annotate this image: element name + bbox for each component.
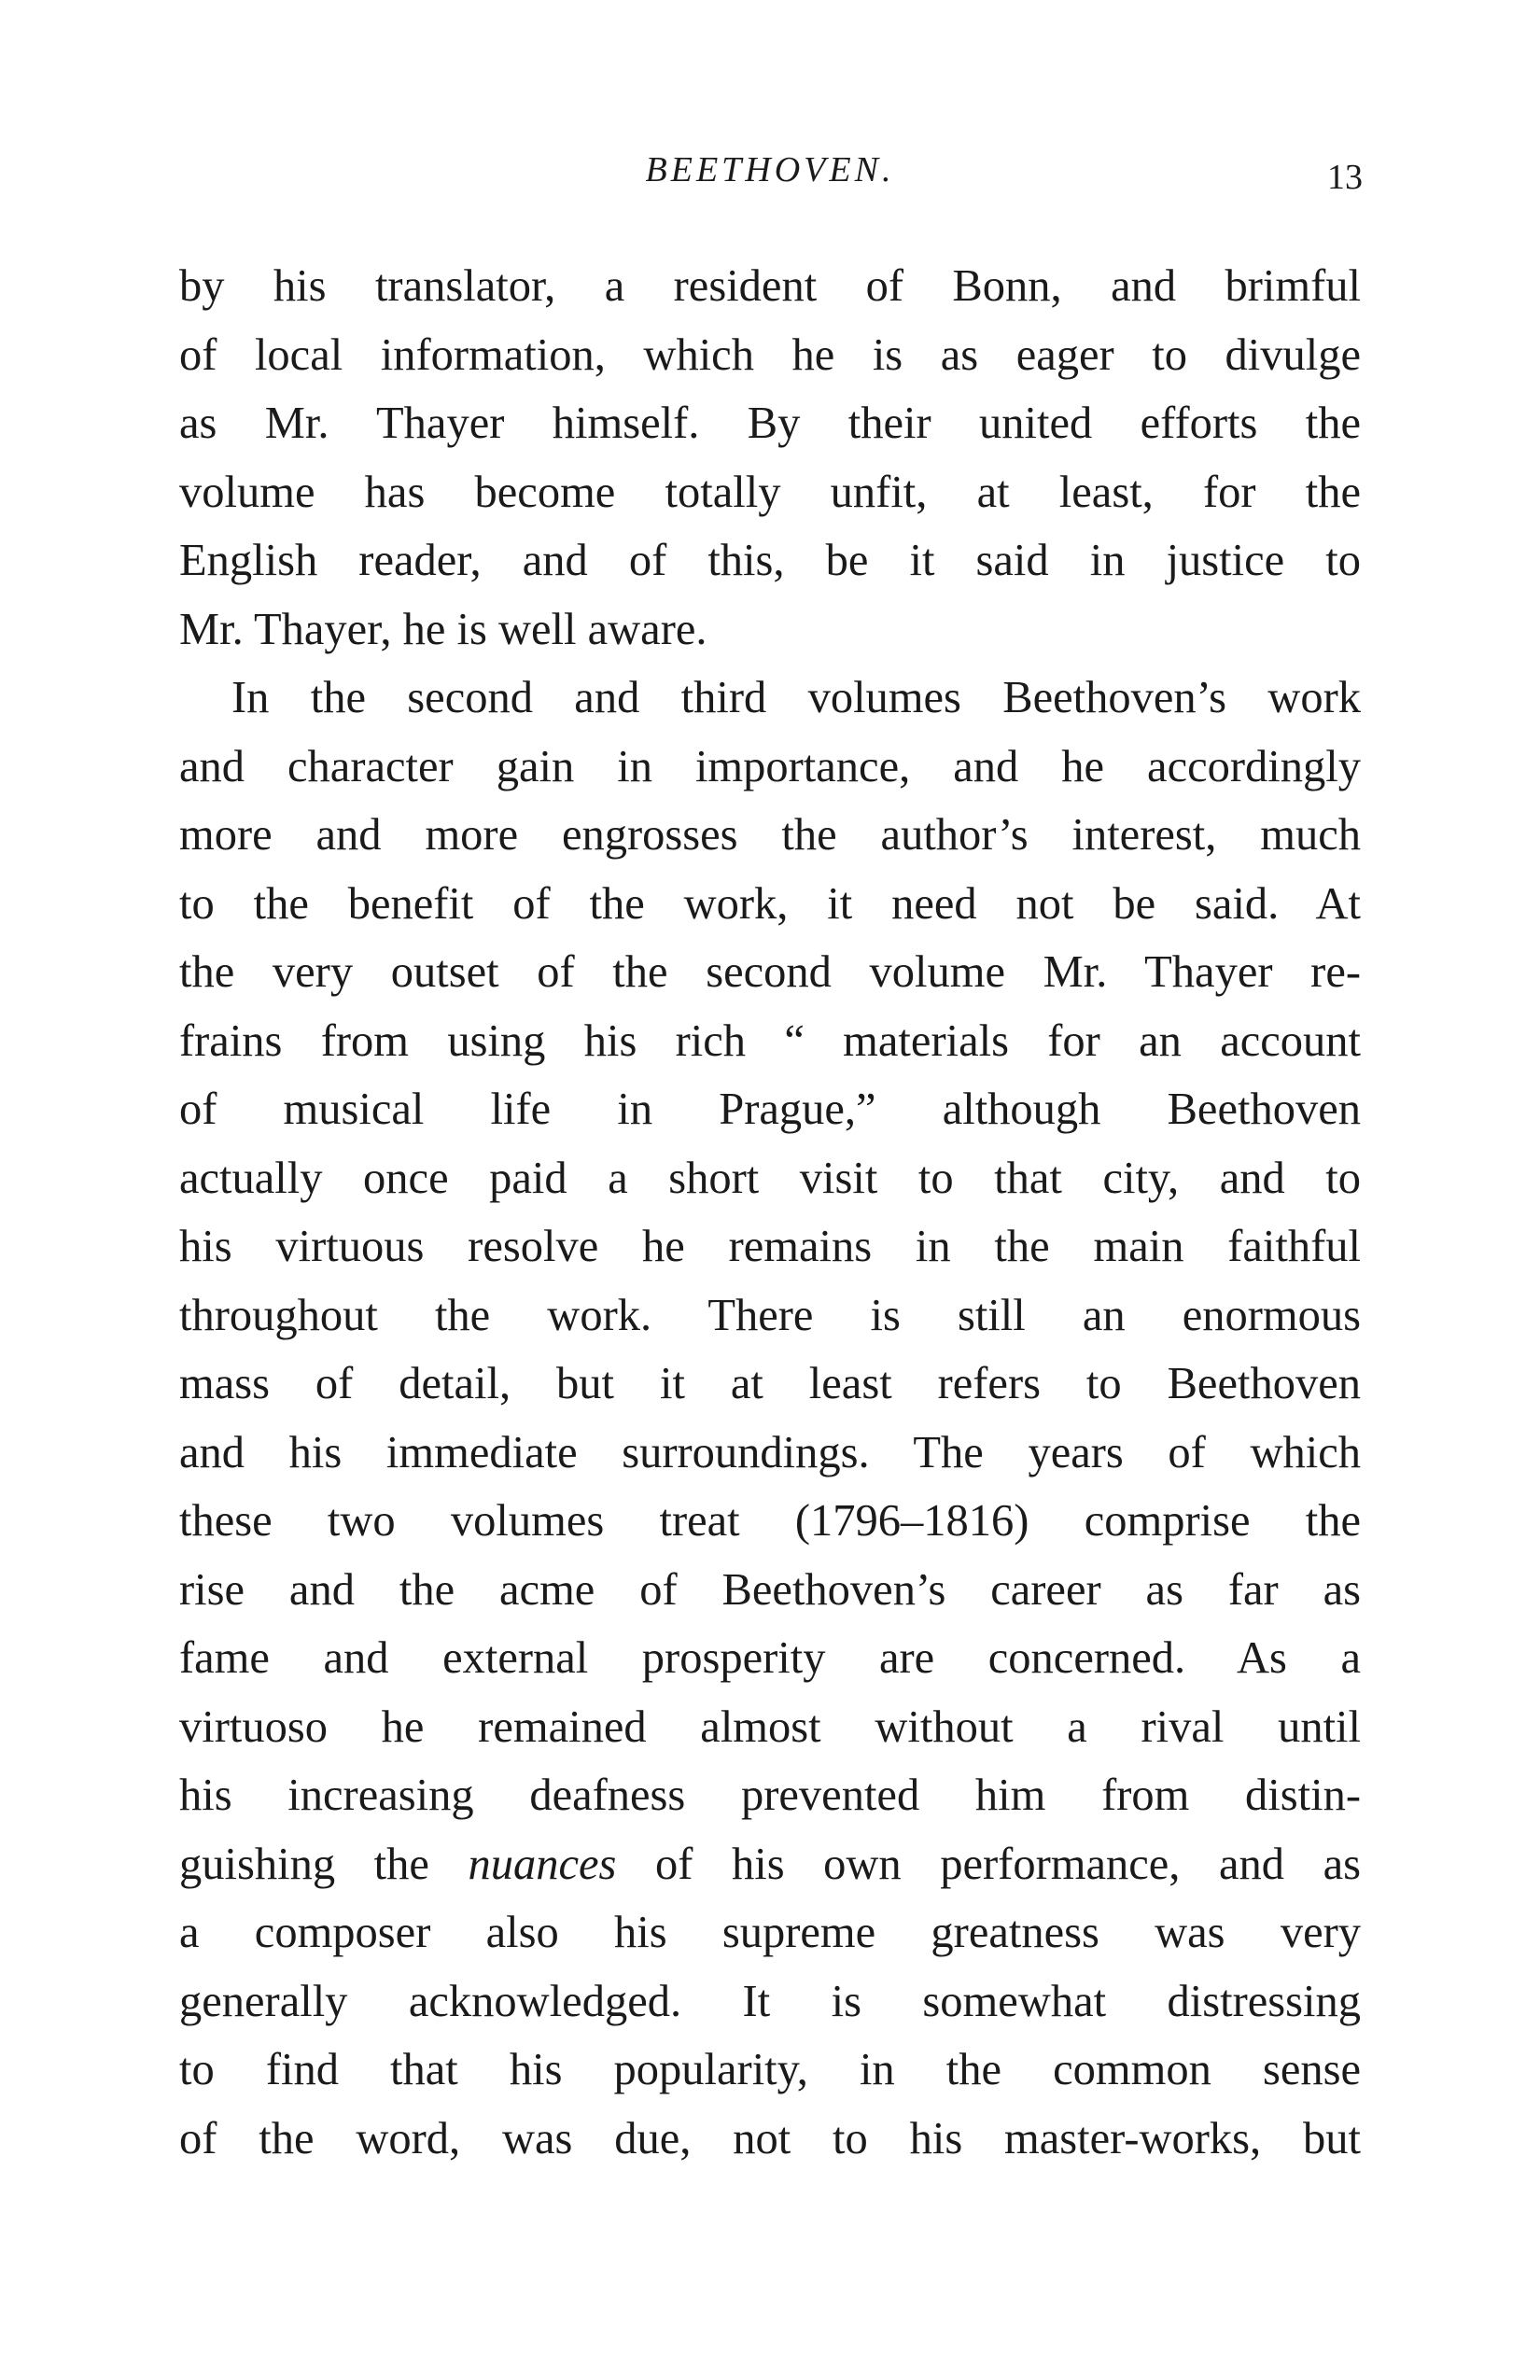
text-line: of musical life in Prague,” although Beethoven — [179, 1085, 1361, 1134]
text-line: English reader, and of this, be it said in justice to — [179, 536, 1361, 585]
text-line: frains from using his rich “ materials for an account — [179, 1015, 1361, 1066]
text-line: his virtuous resolve he remains in the main faithful — [179, 1222, 1361, 1271]
text-line: virtuoso he remained almost without a rival until — [179, 1701, 1361, 1752]
text-line: mass of detail, but it at least refers to Beethoven — [179, 1359, 1361, 1408]
text-line: as Mr. Thayer himself. By their united efforts the — [179, 399, 1361, 448]
text-line: Mr. Thayer, he is well aware. — [179, 604, 707, 654]
text-line: to find that his popularity, in the common sense — [179, 2045, 1361, 2094]
text-line: his increasing deafness prevented him from distin- — [179, 1771, 1361, 1820]
text-line: of local information, which he is as eager to divulge — [179, 329, 1361, 380]
page-number: 13 — [1327, 158, 1363, 197]
text-line: throughout the work. There is still an enormous — [179, 1290, 1361, 1340]
text-line: and character gain in importance, and he accordingly — [179, 741, 1361, 791]
running-title: BEETHOVEN. — [645, 150, 895, 189]
text-line: generally acknowledged. It is somewhat distressing — [179, 1976, 1361, 2026]
text-line: to the benefit of the work, it need not be said. At — [179, 878, 1361, 929]
italic-word: nuances — [468, 1839, 617, 1889]
text-segment: of his own performance, and as — [616, 1839, 1361, 1889]
text-line: In the second and third volumes Beethoven’s work — [231, 673, 1361, 722]
text-line: more and more engrosses the author’s interest, much — [179, 810, 1361, 860]
text-line: of the word, was due, not to his master-works, but — [179, 2113, 1361, 2163]
text-line: fame and external prosperity are concerned. As a — [179, 1633, 1361, 1683]
text-segment: guishing the — [179, 1839, 469, 1889]
text-line-with-italic — [179, 1830, 1361, 1899]
body-text — [179, 252, 1361, 2173]
text-line: and his immediate surroundings. The years of which — [179, 1427, 1361, 1477]
text-line: the very outset of the second volume Mr. Thayer re- — [179, 947, 1361, 997]
text-line: these two volumes treat (1796–1816) comprise the — [179, 1496, 1361, 1546]
text-line: rise and the acme of Beethoven’s career as far as — [179, 1564, 1361, 1615]
running-head — [177, 149, 1363, 205]
text-line: volume has become totally unfit, at least, for the — [179, 467, 1361, 517]
text-line: by his translator, a resident of Bonn, and brimful — [179, 261, 1361, 311]
text-line: actually once paid a short visit to that city, and to — [179, 1153, 1361, 1203]
text-line: a composer also his supreme greatness was very — [179, 1908, 1361, 1957]
